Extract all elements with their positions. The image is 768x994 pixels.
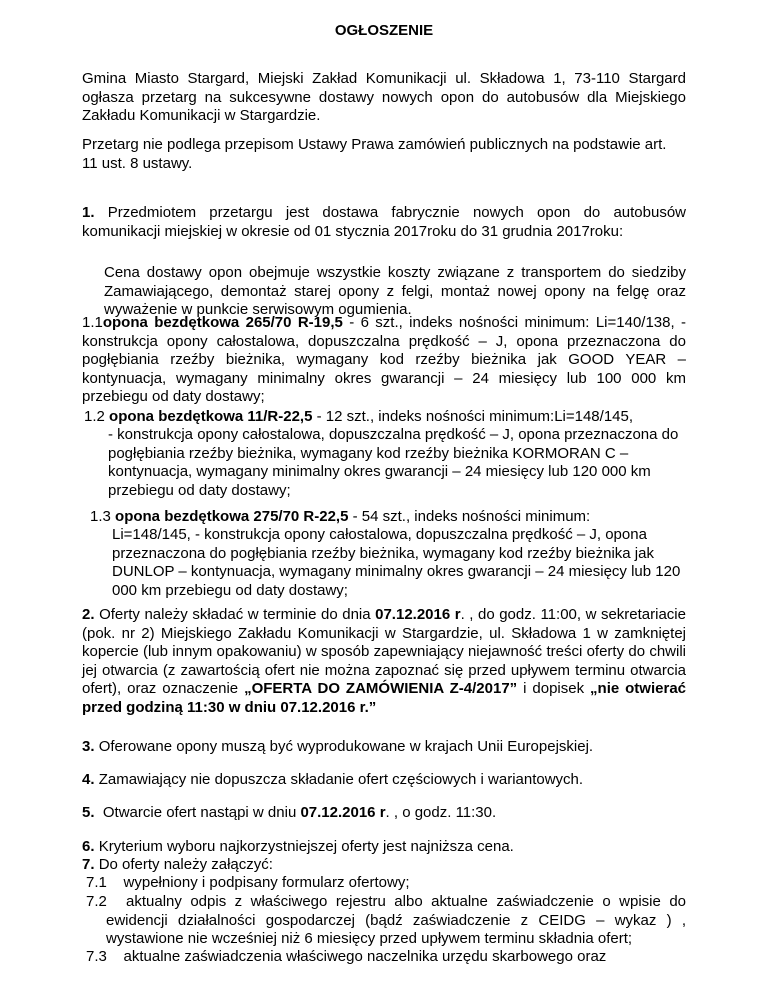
section-7-2-number: 7.2 (86, 893, 107, 910)
section-7-3-number: 7.3 (86, 948, 107, 965)
item-1-3-details: Li=148/145, - konstrukcja opony całostalowa, dopuszczalna prędkość – J, opona przeznaczona do pogłębiania rzeźby bieżnika, wymagany kod rzeźby bieżnika jak DUNLOP – kontynuacja, wymagany minimalny okres gwarancji – 24 miesięcy lub 120 000 km przebiegu od daty dostawy; (112, 526, 681, 599)
section-5-date: 07.12.2016 r (300, 804, 386, 821)
item-1-2-details: - konstrukcja opony całostalowa, dopuszczalna prędkość – J, opona przeznaczona do pogłębiania rzeźby bieżnika, wymagany kod rzeźby bieżnika KORMORAN C – kontynuacja, wymagany minimalny okres gwarancji – 24 miesięcy lub 120 000 km przebiegu od daty dostawy; (108, 426, 679, 499)
section-6-text: Kryterium wyboru najkorzystniejszej oferty jest najniższa cena. (98, 838, 514, 855)
section-2-do-not-open: „nie otwierać przed godziną 11:30 w dniu 07.12.2016 r.” (82, 680, 686, 716)
section-4-number: 4. (82, 771, 95, 788)
section-2-text-1: Oferty należy składać w terminie do dnia (99, 606, 376, 623)
section-4-text: Zamawiający nie dopuszcza składanie ofert częściowych i wariantowych. (98, 771, 584, 788)
item-1-1 (82, 314, 686, 407)
item-1-2-line1: - 12 szt., indeks nośności minimum:Li=148/145, (312, 408, 634, 425)
section-1-note: Cena dostawy opon obejmuje wszystkie koszty związane z transportem do siedziby Zamawiającego, demontaż starej opony z felgi, montaż nowej opony na felgę oraz wyważenie w punkcie serwisowym ogumienia. (104, 264, 686, 318)
section-7 (82, 856, 686, 875)
section-3 (82, 738, 686, 757)
section-5-text-1: Otwarcie ofert nastąpi w dniu (102, 804, 301, 821)
section-7-2-text: aktualny odpis z właściwego rejestru albo aktualne zaświadczenie o wpisie do ewidencji działalności gospodarczej (bądź zaświadczenie z CEIDG – wykaz ) , wystawione nie wcześniej niż 6 miesięcy przed upływem terminu składnia ofert; (106, 893, 686, 947)
section-1-text: Przedmiotem przetargu jest dostawa fabrycznie nowych opon do autobusów komunikacji miejskiej w okresie od 01 stycznia 2017roku do 31 grudnia 2017roku: (82, 204, 686, 240)
item-1-1-number: 1.1 (82, 314, 103, 331)
intro-paragraph-2: Przetarg nie podlega przepisom Ustawy Prawa zamówień publicznych na podstawie art. 11 ust. 8 ustawy. (82, 136, 667, 172)
section-1-number: 1. (82, 204, 95, 221)
section-2-date: 07.12.2016 r (375, 606, 461, 623)
section-7-3-text: aktualne zaświadczenia właściwego naczelnika urzędu skarbowego oraz (123, 948, 607, 965)
section-5 (82, 804, 686, 823)
section-7-text: Do oferty należy załączyć: (98, 856, 273, 873)
section-5-text-2: . , o godz. 11:30. (385, 804, 497, 821)
intro-paragraph-1: Gmina Miasto Stargard, Miejski Zakład Komunikacji ul. Składowa 1, 73-110 Stargard ogłasza przetarg na sukcesywne dostawy nowych opon do autobusów dla Miejskiego Zakładu Komunikacji w Stargardzie. (82, 70, 686, 124)
section-5-number: 5. (82, 804, 95, 821)
item-1-3-line1: - 54 szt., indeks nośności minimum: (348, 508, 591, 525)
section-7-1-number: 7.1 (86, 874, 107, 891)
section-2-envelope-label: „OFERTA DO ZAMÓWIENIA Z-4/2017” (244, 680, 518, 697)
item-1-3-name: opona bezdętkowa 275/70 R-22,5 (115, 508, 349, 525)
section-7-2 (86, 893, 686, 949)
section-6 (82, 838, 686, 857)
item-1-2 (84, 408, 686, 427)
item-1-2-number: 1.2 (84, 408, 105, 425)
section-4 (82, 771, 686, 790)
section-7-1 (86, 874, 686, 893)
section-2 (82, 606, 686, 717)
document-title: OGŁOSZENIE (334, 22, 434, 39)
section-7-1-text: wypełniony i podpisany formularz ofertowy; (123, 874, 410, 891)
section-2-text-3: i dopisek (517, 680, 591, 697)
section-6-number: 6. (82, 838, 95, 855)
item-1-3 (90, 508, 686, 527)
item-1-2-name: opona bezdętkowa 11/R-22,5 (109, 408, 313, 425)
section-2-number: 2. (82, 606, 95, 623)
item-1-1-name: opona bezdętkowa 265/70 R-19,5 (102, 314, 343, 331)
section-7-3 (86, 948, 686, 967)
item-1-3-number: 1.3 (90, 508, 111, 525)
section-2-text-2: . , do godz. 11:00, w sekretariacie (pok. nr 2) Miejskiego Zakładu Komunikacji w Stargardzie, ul. Składowa 1 w zamkniętej kopercie (lub innym opakowaniu) w sposób zapewniający niejawność treści oferty do chwili jej otwarcia (z zawartością ofert nie można zapoznać się przed upływem terminu otwarcia ofert), oraz oznaczenie (82, 606, 686, 697)
section-3-text: Oferowane opony muszą być wyprodukowane w krajach Unii Europejskiej. (98, 738, 594, 755)
section-1 (82, 204, 686, 241)
section-7-number: 7. (82, 856, 95, 873)
section-3-number: 3. (82, 738, 95, 755)
item-1-1-text: - 6 szt., indeks nośności minimum: Li=140/138, - konstrukcja opony całostalowa, dopuszczalna prędkość – J, opona przeznaczona do pogłębiania rzeźby bieżnika, wymagany kod rzeźby bieżnika jak GOOD YEAR – kontynuacja, wymagany minimalny okres gwarancji – 24 miesięcy lub 100 000 km przebiegu od daty dostawy; (82, 314, 687, 405)
